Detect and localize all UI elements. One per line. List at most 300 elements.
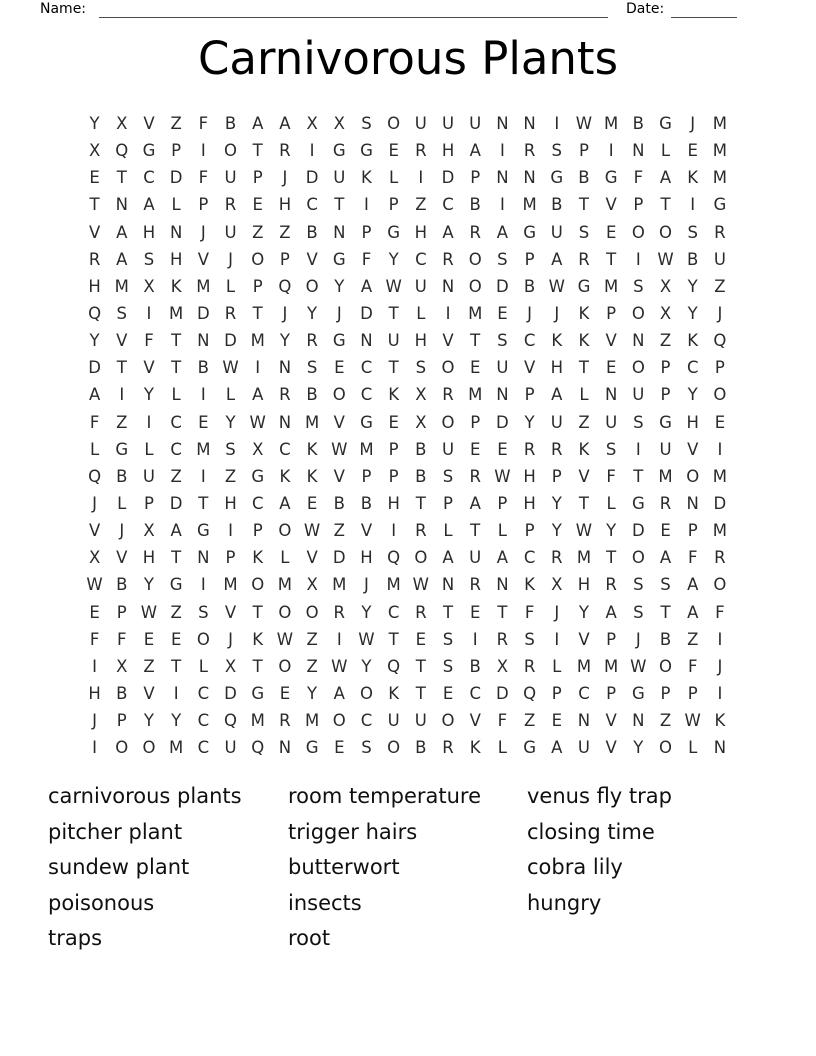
grid-letter: R bbox=[415, 521, 427, 541]
grid-letter: F bbox=[89, 629, 100, 649]
grid-letter: A bbox=[659, 548, 672, 568]
grid-letter: N bbox=[441, 575, 455, 595]
grid-letter: R bbox=[306, 331, 318, 351]
grid-letter: L bbox=[280, 548, 290, 568]
grid-letter: O bbox=[441, 711, 455, 731]
grid-letter: I bbox=[391, 521, 397, 541]
grid-letter: T bbox=[660, 195, 671, 215]
grid-letter: P bbox=[660, 385, 671, 405]
grid-letter: Z bbox=[578, 412, 590, 432]
grid-letter: M bbox=[576, 548, 592, 568]
word-item: room temperature bbox=[288, 784, 481, 808]
grid-letter: O bbox=[142, 738, 156, 758]
grid-letter: Y bbox=[687, 304, 698, 324]
grid-letter: P bbox=[714, 358, 725, 378]
grid-letter: Z bbox=[659, 711, 672, 731]
grid-letter: A bbox=[551, 249, 563, 269]
grid-letter: C bbox=[469, 684, 481, 704]
grid-letter: L bbox=[443, 521, 453, 541]
grid-letter: R bbox=[415, 141, 427, 161]
grid-letter: A bbox=[116, 222, 128, 242]
grid-letter: M bbox=[114, 276, 129, 296]
grid-letter: G bbox=[332, 249, 346, 269]
grid-letter: U bbox=[224, 168, 237, 188]
grid-letter: Q bbox=[224, 711, 238, 731]
grid-letter: O bbox=[278, 602, 292, 622]
grid-letter: D bbox=[713, 494, 727, 514]
grid-letter: P bbox=[470, 168, 481, 188]
grid-letter: D bbox=[441, 168, 455, 188]
grid-letter: A bbox=[442, 548, 454, 568]
grid-letter: E bbox=[334, 358, 345, 378]
word-item: butterwort bbox=[288, 855, 400, 880]
grid-letter: B bbox=[197, 358, 209, 378]
grid-letter: X bbox=[415, 385, 427, 405]
grid-letter: U bbox=[224, 738, 237, 758]
grid-letter: E bbox=[714, 412, 726, 432]
grid-letter: X bbox=[116, 656, 128, 676]
grid-letter: S bbox=[551, 141, 563, 161]
grid-letter: R bbox=[333, 602, 346, 622]
grid-letter: W bbox=[494, 466, 511, 486]
grid-letter: I bbox=[255, 358, 261, 378]
grid-letter: H bbox=[523, 466, 536, 486]
grid-letter: K bbox=[687, 168, 699, 188]
grid-letter: O bbox=[305, 276, 319, 296]
grid-letter: B bbox=[469, 656, 481, 676]
grid-letter: T bbox=[252, 602, 263, 622]
grid-letter: F bbox=[687, 656, 698, 676]
grid-letter: E bbox=[334, 738, 345, 758]
grid-letter: T bbox=[252, 304, 263, 324]
grid-letter: I bbox=[309, 141, 315, 161]
grid-letter: H bbox=[686, 412, 699, 432]
grid-letter: X bbox=[551, 575, 563, 595]
grid-letter: E bbox=[605, 222, 617, 242]
grid-letter: I bbox=[608, 141, 614, 161]
grid-letter: V bbox=[578, 466, 590, 486]
grid-letter: O bbox=[659, 656, 673, 676]
grid-letter: N bbox=[496, 168, 509, 188]
grid-letter: N bbox=[632, 141, 645, 161]
grid-letter: C bbox=[170, 412, 182, 432]
grid-letter: B bbox=[415, 439, 427, 459]
grid-letter: K bbox=[388, 385, 400, 405]
grid-letter: V bbox=[523, 358, 536, 378]
grid-letter: S bbox=[225, 439, 236, 459]
grid-letter: S bbox=[497, 249, 508, 269]
grid-letter: Y bbox=[143, 385, 155, 405]
name-fill-line bbox=[99, 0, 608, 18]
grid-letter: E bbox=[470, 439, 481, 459]
grid-letter: M bbox=[332, 575, 347, 595]
grid-letter: A bbox=[687, 602, 699, 622]
grid-letter: U bbox=[659, 439, 672, 459]
grid-letter: I bbox=[717, 439, 723, 459]
grid-letter: A bbox=[469, 494, 481, 514]
grid-letter: P bbox=[606, 629, 617, 649]
grid-letter: V bbox=[116, 548, 128, 568]
grid-letter: I bbox=[146, 304, 152, 324]
grid-letter: H bbox=[169, 249, 183, 269]
grid-letter: I bbox=[418, 168, 424, 188]
grid-letter: K bbox=[687, 331, 699, 351]
grid-letter: O bbox=[631, 222, 645, 242]
grid-letter: L bbox=[416, 304, 426, 324]
grid-letter: X bbox=[116, 114, 128, 134]
grid-letter: E bbox=[470, 358, 481, 378]
grid-letter: O bbox=[713, 385, 727, 405]
grid-letter: N bbox=[360, 331, 373, 351]
grid-letter: H bbox=[414, 222, 428, 242]
grid-letter: X bbox=[306, 575, 318, 595]
grid-letter: P bbox=[198, 195, 209, 215]
grid-letter: R bbox=[523, 656, 536, 676]
grid-letter: G bbox=[523, 738, 536, 758]
grid-letter: T bbox=[633, 466, 644, 486]
grid-letter: F bbox=[89, 412, 100, 432]
grid-letter: E bbox=[605, 358, 617, 378]
grid-letter: N bbox=[632, 331, 645, 351]
grid-letter: L bbox=[497, 521, 507, 541]
grid-letter: O bbox=[713, 575, 727, 595]
grid-letter: P bbox=[606, 684, 617, 704]
grid-letter: C bbox=[360, 385, 373, 405]
grid-letter: R bbox=[224, 304, 237, 324]
grid-letter: V bbox=[442, 331, 454, 351]
grid-letter: Q bbox=[523, 684, 537, 704]
grid-letter: T bbox=[252, 656, 263, 676]
grid-letter: S bbox=[578, 222, 590, 242]
grid-letter: I bbox=[228, 521, 233, 541]
grid-letter: B bbox=[578, 168, 590, 188]
grid-letter: U bbox=[496, 358, 509, 378]
grid-letter: I bbox=[200, 385, 206, 405]
grid-letter: N bbox=[632, 711, 645, 731]
grid-letter: T bbox=[497, 602, 508, 622]
grid-letter: R bbox=[415, 602, 427, 622]
grid-letter: P bbox=[116, 711, 127, 731]
word-item: trigger hairs bbox=[288, 819, 418, 844]
grid-letter: H bbox=[387, 494, 400, 514]
grid-letter: I bbox=[635, 439, 641, 459]
grid-letter: C bbox=[279, 439, 291, 459]
grid-letter: T bbox=[660, 602, 671, 622]
grid-letter: S bbox=[143, 249, 155, 269]
grid-letter: U bbox=[577, 738, 590, 758]
grid-letter: J bbox=[690, 114, 696, 134]
grid-letter: E bbox=[687, 141, 698, 161]
grid-letter: J bbox=[336, 304, 342, 324]
grid-letter: V bbox=[88, 521, 101, 541]
grid-letter: R bbox=[714, 548, 726, 568]
grid-letter: N bbox=[278, 738, 292, 758]
grid-letter: W bbox=[249, 412, 266, 432]
grid-letter: P bbox=[551, 466, 562, 486]
grid-letter: B bbox=[333, 494, 345, 514]
grid-letter: S bbox=[442, 656, 454, 676]
grid-letter: F bbox=[198, 168, 209, 188]
grid-letter: A bbox=[252, 114, 264, 134]
grid-letter: O bbox=[468, 276, 482, 296]
grid-letter: B bbox=[306, 222, 318, 242]
grid-letter: W bbox=[358, 629, 375, 649]
grid-letter: C bbox=[360, 358, 373, 378]
grid-letter: T bbox=[606, 548, 617, 568]
grid-letter: B bbox=[523, 276, 536, 296]
grid-letter: Y bbox=[606, 521, 617, 541]
grid-letter: I bbox=[499, 141, 505, 161]
grid-letter: J bbox=[554, 304, 560, 324]
date-fill-line bbox=[671, 0, 737, 18]
grid-letter: X bbox=[143, 521, 155, 541]
grid-letter: V bbox=[605, 331, 617, 351]
grid-letter: H bbox=[550, 358, 563, 378]
grid-letter: S bbox=[116, 304, 128, 324]
grid-letter: W bbox=[412, 575, 429, 595]
grid-letter: T bbox=[470, 521, 481, 541]
grid-letter: Z bbox=[523, 711, 536, 731]
grid-letter: A bbox=[279, 494, 291, 514]
grid-letter: M bbox=[277, 575, 293, 595]
grid-letter: M bbox=[223, 575, 238, 595]
grid-letter: P bbox=[171, 141, 182, 161]
grid-letter: P bbox=[252, 168, 263, 188]
grid-letter: K bbox=[306, 466, 318, 486]
grid-letter: D bbox=[631, 521, 645, 541]
grid-letter: M bbox=[250, 711, 265, 731]
grid-letter: L bbox=[606, 494, 616, 514]
grid-letter: X bbox=[252, 439, 264, 459]
grid-letter: Z bbox=[714, 276, 726, 296]
grid-letter: M bbox=[604, 114, 619, 134]
grid-letter: G bbox=[631, 684, 645, 704]
grid-letter: M bbox=[576, 656, 592, 676]
grid-letter: P bbox=[443, 494, 453, 514]
grid-letter: T bbox=[442, 602, 454, 622]
grid-letter: X bbox=[88, 141, 101, 161]
word-item: insects bbox=[288, 890, 362, 915]
grid-letter: V bbox=[116, 331, 128, 351]
grid-letter: F bbox=[497, 711, 508, 731]
grid-letter: R bbox=[714, 222, 726, 242]
grid-letter: Y bbox=[89, 114, 100, 134]
grid-letter: Y bbox=[551, 521, 562, 541]
grid-letter: T bbox=[578, 358, 590, 378]
grid-letter: Z bbox=[170, 466, 182, 486]
grid-letter: E bbox=[388, 141, 399, 161]
grid-letter: D bbox=[224, 684, 237, 704]
grid-letter: V bbox=[224, 602, 237, 622]
grid-letter: K bbox=[469, 738, 481, 758]
grid-letter: P bbox=[116, 602, 127, 622]
grid-letter: P bbox=[225, 548, 236, 568]
grid-letter: S bbox=[524, 629, 535, 649]
grid-letter: M bbox=[712, 114, 728, 134]
grid-letter: Y bbox=[89, 331, 100, 351]
grid-letter: R bbox=[279, 141, 291, 161]
word-item: poisonous bbox=[48, 890, 155, 915]
grid-letter: T bbox=[415, 656, 426, 676]
grid-letter: U bbox=[333, 168, 346, 188]
grid-letter: E bbox=[388, 412, 399, 432]
grid-letter: T bbox=[89, 195, 100, 215]
grid-letter: R bbox=[469, 222, 481, 242]
grid-letter: D bbox=[496, 276, 509, 296]
grid-letter: F bbox=[117, 629, 127, 649]
grid-letter: D bbox=[224, 331, 237, 351]
grid-letter: U bbox=[550, 412, 563, 432]
grid-letter: D bbox=[88, 358, 101, 378]
grid-letter: W bbox=[331, 439, 348, 459]
grid-letter: O bbox=[387, 114, 401, 134]
grid-letter: J bbox=[92, 711, 98, 731]
grid-letter: E bbox=[252, 195, 263, 215]
grid-letter: Q bbox=[713, 331, 727, 351]
grid-letter: N bbox=[115, 195, 128, 215]
grid-letter: T bbox=[171, 656, 182, 676]
grid-letter: U bbox=[414, 114, 427, 134]
grid-letter: S bbox=[361, 114, 372, 134]
grid-letter: Q bbox=[387, 548, 401, 568]
grid-letter: P bbox=[551, 684, 562, 704]
grid-letter: K bbox=[170, 276, 182, 296]
grid-letter: T bbox=[116, 168, 127, 188]
grid-letter: D bbox=[496, 684, 509, 704]
grid-letter: H bbox=[88, 276, 101, 296]
grid-letter: N bbox=[278, 358, 292, 378]
grid-letter: P bbox=[388, 195, 399, 215]
grid-letter: O bbox=[278, 656, 292, 676]
grid-letter: H bbox=[414, 331, 428, 351]
grid-letter: P bbox=[606, 304, 617, 324]
grid-letter: C bbox=[415, 249, 427, 269]
grid-letter: O bbox=[359, 684, 373, 704]
grid-letter: D bbox=[305, 168, 319, 188]
grid-letter: I bbox=[92, 656, 98, 676]
grid-letter: K bbox=[306, 439, 318, 459]
grid-letter: T bbox=[388, 358, 399, 378]
grid-letter: X bbox=[659, 276, 672, 296]
grid-letter: L bbox=[171, 195, 181, 215]
grid-letter: E bbox=[306, 494, 318, 514]
grid-letter: D bbox=[169, 494, 183, 514]
grid-letter: I bbox=[336, 629, 342, 649]
grid-letter: O bbox=[468, 249, 482, 269]
grid-letter: I bbox=[690, 195, 696, 215]
grid-letter: O bbox=[115, 738, 129, 758]
grid-letter: Y bbox=[279, 331, 290, 351]
grid-letter: O bbox=[631, 358, 645, 378]
grid-letter: W bbox=[575, 114, 593, 134]
grid-letter: C bbox=[197, 684, 210, 704]
grid-letter: L bbox=[660, 141, 671, 161]
grid-letter: Q bbox=[88, 304, 102, 324]
grid-letter: Z bbox=[306, 629, 318, 649]
grid-letter: N bbox=[496, 114, 509, 134]
grid-letter: P bbox=[252, 276, 263, 296]
grid-letter: G bbox=[550, 168, 564, 188]
grid-letter: J bbox=[364, 575, 369, 595]
grid-letter: U bbox=[713, 249, 726, 269]
grid-letter: U bbox=[469, 114, 482, 134]
grid-letter: R bbox=[659, 494, 672, 514]
grid-letter: B bbox=[415, 738, 427, 758]
grid-letter: N bbox=[713, 738, 727, 758]
grid-letter: Y bbox=[225, 412, 236, 432]
grid-letter: Y bbox=[143, 575, 155, 595]
grid-letter: A bbox=[360, 276, 373, 296]
grid-letter: H bbox=[142, 222, 156, 242]
grid-letter: P bbox=[633, 195, 644, 215]
grid-letter: R bbox=[578, 249, 590, 269]
grid-letter: T bbox=[252, 141, 263, 161]
grid-letter: H bbox=[523, 494, 536, 514]
grid-letter: K bbox=[361, 168, 372, 188]
grid-letter: N bbox=[441, 276, 455, 296]
grid-letter: B bbox=[224, 114, 237, 134]
word-item: venus fly trap bbox=[527, 784, 672, 808]
grid-letter: G bbox=[196, 521, 210, 541]
grid-letter: G bbox=[332, 141, 346, 161]
grid-letter: K bbox=[524, 575, 535, 595]
grid-letter: L bbox=[171, 385, 181, 405]
grid-letter: V bbox=[306, 548, 318, 568]
grid-letter: P bbox=[470, 412, 481, 432]
grid-letter: I bbox=[173, 684, 179, 704]
grid-letter: A bbox=[496, 548, 509, 568]
grid-letter: H bbox=[577, 575, 591, 595]
grid-letter: R bbox=[88, 249, 101, 269]
word-item: cobra lily bbox=[527, 855, 623, 880]
grid-letter: C bbox=[686, 358, 699, 378]
grid-letter: V bbox=[469, 711, 481, 731]
grid-letter: G bbox=[360, 412, 373, 432]
grid-letter: Y bbox=[578, 602, 590, 622]
grid-letter: W bbox=[548, 276, 565, 296]
grid-letter: V bbox=[605, 738, 617, 758]
grid-letter: C bbox=[523, 548, 536, 568]
grid-letter: P bbox=[252, 521, 263, 541]
grid-letter: R bbox=[279, 711, 291, 731]
grid-letter: R bbox=[551, 548, 563, 568]
grid-letter: P bbox=[687, 521, 698, 541]
grid-letter: U bbox=[414, 711, 427, 731]
grid-letter: Y bbox=[687, 276, 698, 296]
grid-letter: F bbox=[361, 249, 372, 269]
grid-letter: A bbox=[88, 385, 101, 405]
grid-letter: J bbox=[554, 602, 560, 622]
grid-letter: O bbox=[631, 304, 645, 324]
grid-letter: L bbox=[389, 168, 399, 188]
word-search-grid bbox=[81, 110, 734, 761]
grid-letter: Y bbox=[361, 602, 372, 622]
grid-letter: T bbox=[578, 195, 590, 215]
grid-letter: Y bbox=[633, 738, 644, 758]
grid-letter: Y bbox=[361, 656, 372, 676]
grid-letter: N bbox=[496, 385, 509, 405]
grid-letter: W bbox=[140, 602, 158, 622]
grid-letter: X bbox=[224, 656, 237, 676]
grid-letter: N bbox=[169, 222, 183, 242]
grid-letter: M bbox=[169, 738, 184, 758]
grid-letter: I bbox=[554, 629, 560, 649]
grid-letter: W bbox=[222, 358, 239, 378]
grid-letter: F bbox=[606, 466, 616, 486]
grid-letter: T bbox=[388, 629, 399, 649]
grid-letter: T bbox=[334, 195, 345, 215]
grid-letter: U bbox=[605, 412, 618, 432]
